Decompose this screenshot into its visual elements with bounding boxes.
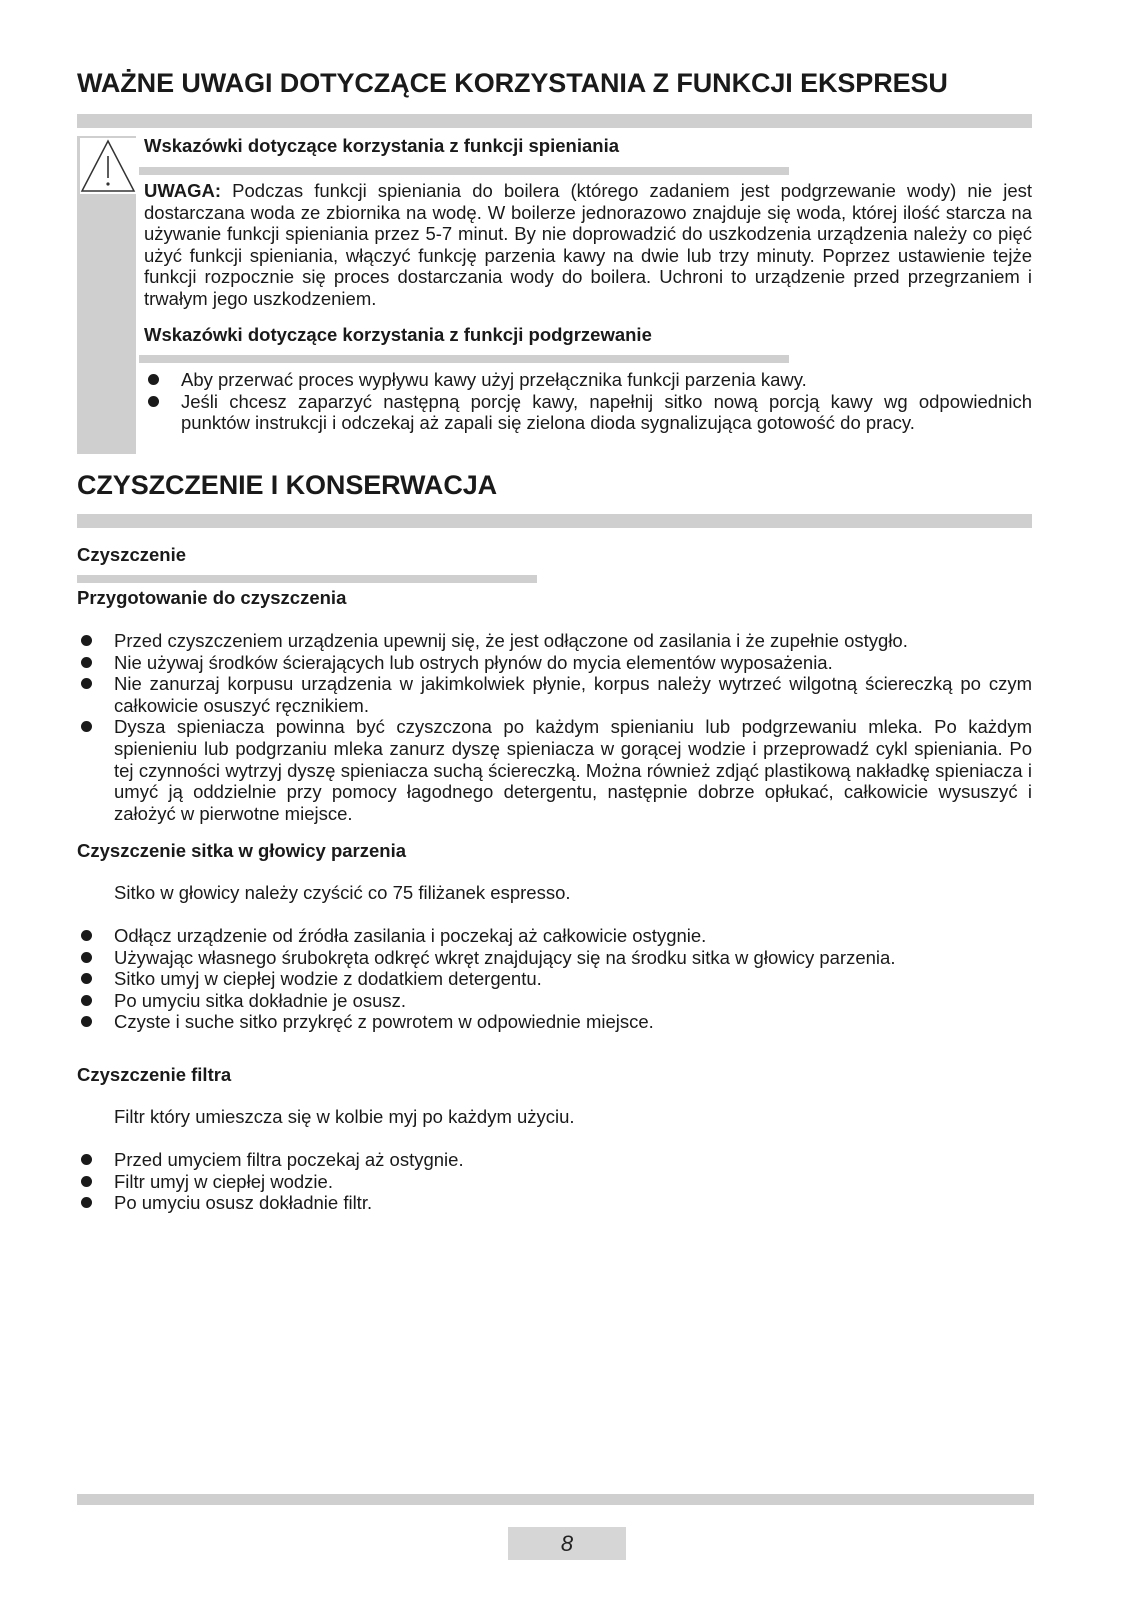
bullet-icon [81, 995, 92, 1006]
subheading-frothing: Wskazówki dotyczące korzystania z funkcji spieniania [144, 135, 619, 156]
filter-intro: Filtr który umieszcza się w kolbie myj po każdym użyciu. [114, 1106, 575, 1127]
list-item: Dysza spieniacza powinna być czyszczona po każdym spienianiu lub podgrzewaniu mleka. Po każdym spienieniu lub podgrzaniu mleka zanurz dyszę spieniacza w gorącej wodzie i przeprowadź cykl spieniania. Po tej czynności wytrzyj dyszę spieniacza suchą ściereczką. Można również zdjąć plastikową nakładkę spieniacza i umyć ją oddzielnie przy pomocy łagodnego detergentu, następnie dobrze opłukać, całkowicie wysuszyć i założyć w pierwotne miejsce. [77, 716, 1032, 824]
list-item: Filtr umyj w ciepłej wodzie. [77, 1171, 1032, 1193]
list-item: Nie używaj środków ścierających lub ostrych płynów do mycia elementów wyposażenia. [77, 652, 1032, 674]
list-item: Przed czyszczeniem urządzenia upewnij się, że jest odłączone od zasilania i że zupełnie ostygło. [77, 630, 1032, 652]
sieve-bullet-list [77, 925, 1032, 1033]
subheading-divider [139, 167, 789, 175]
warning-paragraph [144, 180, 1032, 310]
bullet-icon [81, 930, 92, 941]
sieve-intro: Sitko w głowicy należy czyścić co 75 filiżanek espresso. [114, 882, 571, 903]
section-title-express-notes: WAŻNE UWAGI DOTYCZĄCE KORZYSTANIA Z FUNKCJI EKSPRESU [77, 68, 948, 98]
subheading-divider [77, 575, 537, 583]
bullet-icon [81, 1176, 92, 1187]
bullet-icon [81, 1197, 92, 1208]
warning-text: Podczas funkcji spieniania do boilera (którego zadaniem jest podgrzewanie wody) nie jest dostarczana woda ze zbiornika na wodę. W boilerze jednorazowo znajduje się woda, której ilość starcza na używanie funkcji spieniania przez 5-7 minut. By nie doprowadzić do uszkodzenia urządzenia należy co pięć użyć funkcji spieniania, włączyć funkcję parzenia kawy na dwie lub trzy minuty. Poprzez ustawienie tejże funkcji rozpocznie się proces dostarczania wody do boilera. Uchroni to urządzenie przed przegrzaniem i trwałym jego uszkodzeniem. [144, 180, 1032, 309]
bullet-icon [81, 721, 92, 732]
warning-triangle-icon [80, 138, 136, 194]
bullet-icon [81, 657, 92, 668]
bullet-icon [81, 635, 92, 646]
heating-bullet-list [144, 369, 1032, 434]
bullet-icon [81, 973, 92, 984]
subheading-divider [139, 355, 789, 363]
footer-divider [77, 1494, 1034, 1505]
bullet-icon [81, 1154, 92, 1165]
bullet-icon [148, 374, 159, 385]
subheading-cleaning: Czyszczenie [77, 544, 186, 565]
list-item: Aby przerwać proces wypływu kawy użyj przełącznika funkcji parzenia kawy. [144, 369, 1032, 391]
bullet-icon [81, 1016, 92, 1027]
page-number: 8 [508, 1527, 626, 1560]
list-item: Przed umyciem filtra poczekaj aż ostygnie. [77, 1149, 1032, 1171]
section-title-cleaning: CZYSZCZENIE I KONSERWACJA [77, 470, 498, 500]
subheading-sieve: Czyszczenie sitka w głowicy parzenia [77, 840, 407, 861]
list-item: Sitko umyj w ciepłej wodzie z dodatkiem detergentu. [77, 968, 1032, 990]
list-item: Czyste i suche sitko przykręć z powrotem w odpowiednie miejsce. [77, 1011, 1032, 1033]
bullet-icon [81, 678, 92, 689]
subheading-prep: Przygotowanie do czyszczenia [77, 587, 347, 608]
list-item: Odłącz urządzenie od źródła zasilania i poczekaj aż całkowicie ostygnie. [77, 925, 1032, 947]
subheading-heating: Wskazówki dotyczące korzystania z funkcji podgrzewanie [144, 324, 652, 345]
section-divider [77, 514, 1032, 528]
list-item: Po umyciu sitka dokładnie je osusz. [77, 990, 1032, 1012]
bullet-icon [148, 396, 159, 407]
bullet-icon [81, 952, 92, 963]
list-item: Po umyciu osusz dokładnie filtr. [77, 1192, 1032, 1214]
prep-bullet-list [77, 630, 1032, 824]
warning-label: UWAGA: [144, 180, 222, 201]
section-divider [77, 114, 1032, 128]
filter-bullet-list [77, 1149, 1032, 1214]
list-item: Jeśli chcesz zaparzyć następną porcję kawy, napełnij sitko nową porcją kawy wg odpowiednich punktów instrukcji i odczekaj aż zapali się zielona dioda sygnalizująca gotowość do pracy. [144, 391, 1032, 434]
list-item: Używając własnego śrubokręta odkręć wkręt znajdujący się na środku sitka w głowicy parzenia. [77, 947, 1032, 969]
list-item: Nie zanurzaj korpusu urządzenia w jakimkolwiek płynie, korpus należy wytrzeć wilgotną ściereczką po czym całkowicie osuszyć ręcznikiem. [77, 673, 1032, 716]
subheading-filter: Czyszczenie filtra [77, 1064, 232, 1085]
